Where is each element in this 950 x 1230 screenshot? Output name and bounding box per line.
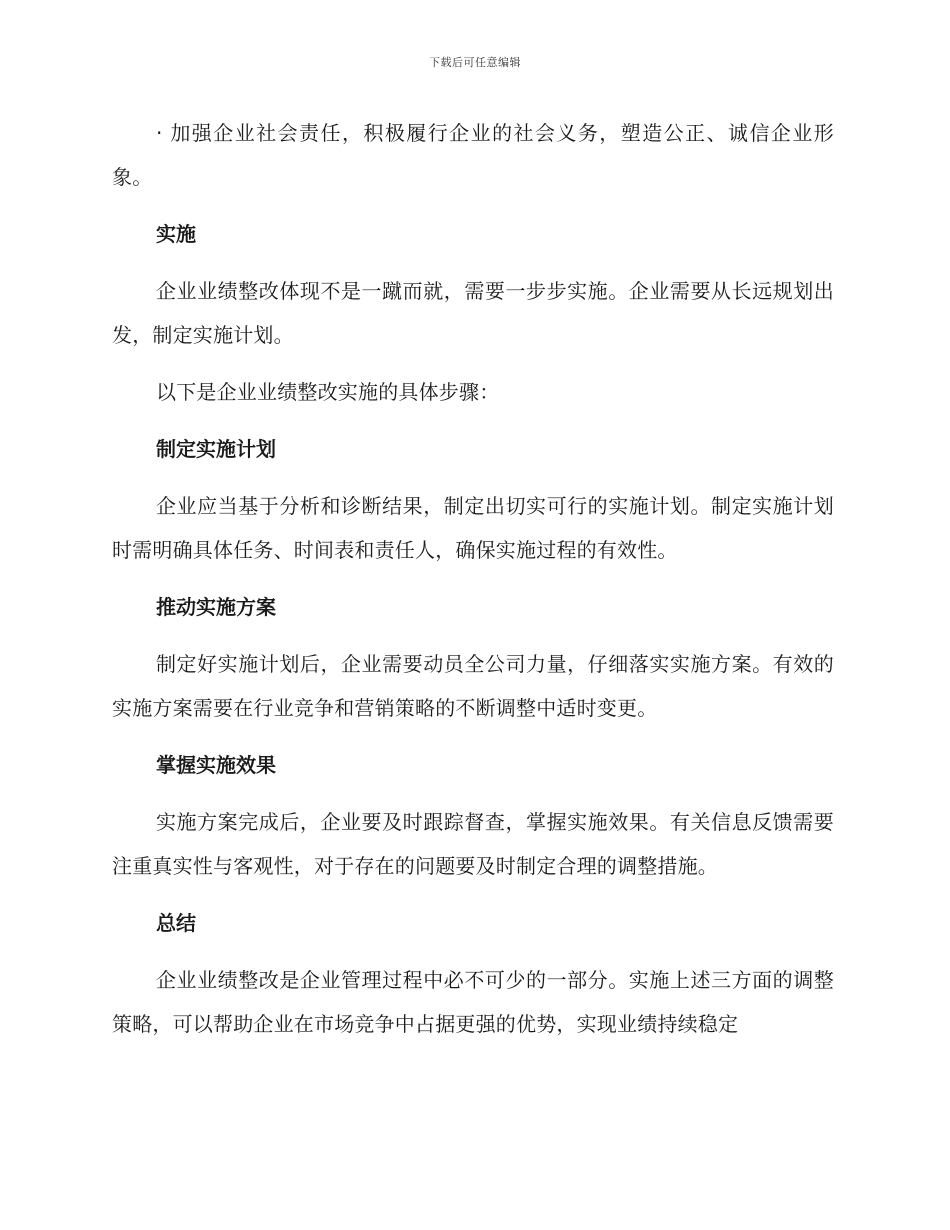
paragraph-promote-plan: 制定好实施计划后，企业需要动员全公司力量，仔细落实实施方案。有效的实施方案需要在行业竞争和营销策略的不断调整中适时变更。 — [112, 652, 834, 720]
paragraph-summary: 企业业绩整改是企业管理过程中必不可少的一部分。实施上述三方面的调整策略，可以帮助企业在市场竞争中占据更强的优势，实现业绩持续稳定 — [112, 968, 834, 1036]
section-heading-implementation: 实施 — [156, 222, 196, 246]
page-header-note: 下载后可任意编辑 — [429, 56, 521, 69]
section-heading-make-plan: 制定实施计划 — [156, 437, 276, 461]
section-heading-master-effect: 掌握实施效果 — [156, 753, 276, 777]
paragraph-implementation-intro: 企业业绩整改体现不是一蹴而就，需要一步步实施。企业需要从长远规划出发，制定实施计划。 — [112, 279, 834, 347]
bullet-paragraph-social-responsibility: · 加强企业社会责任，积极履行企业的社会义务，塑造公正、诚信企业形象。 — [112, 121, 834, 189]
paragraph-make-plan: 企业应当基于分析和诊断结果，制定出切实可行的实施计划。制定实施计划时需明确具体任务、时间表和责任人，确保实施过程的有效性。 — [112, 494, 834, 562]
paragraph-steps-intro: 以下是企业业绩整改实施的具体步骤： — [156, 380, 500, 404]
section-heading-summary: 总结 — [156, 911, 196, 935]
section-heading-promote-plan: 推动实施方案 — [156, 595, 276, 619]
document-body — [112, 111, 834, 1046]
paragraph-master-effect: 实施方案完成后，企业要及时跟踪督查，掌握实施效果。有关信息反馈需要注重真实性与客观性，对于存在的问题要及时制定合理的调整措施。 — [112, 810, 834, 878]
